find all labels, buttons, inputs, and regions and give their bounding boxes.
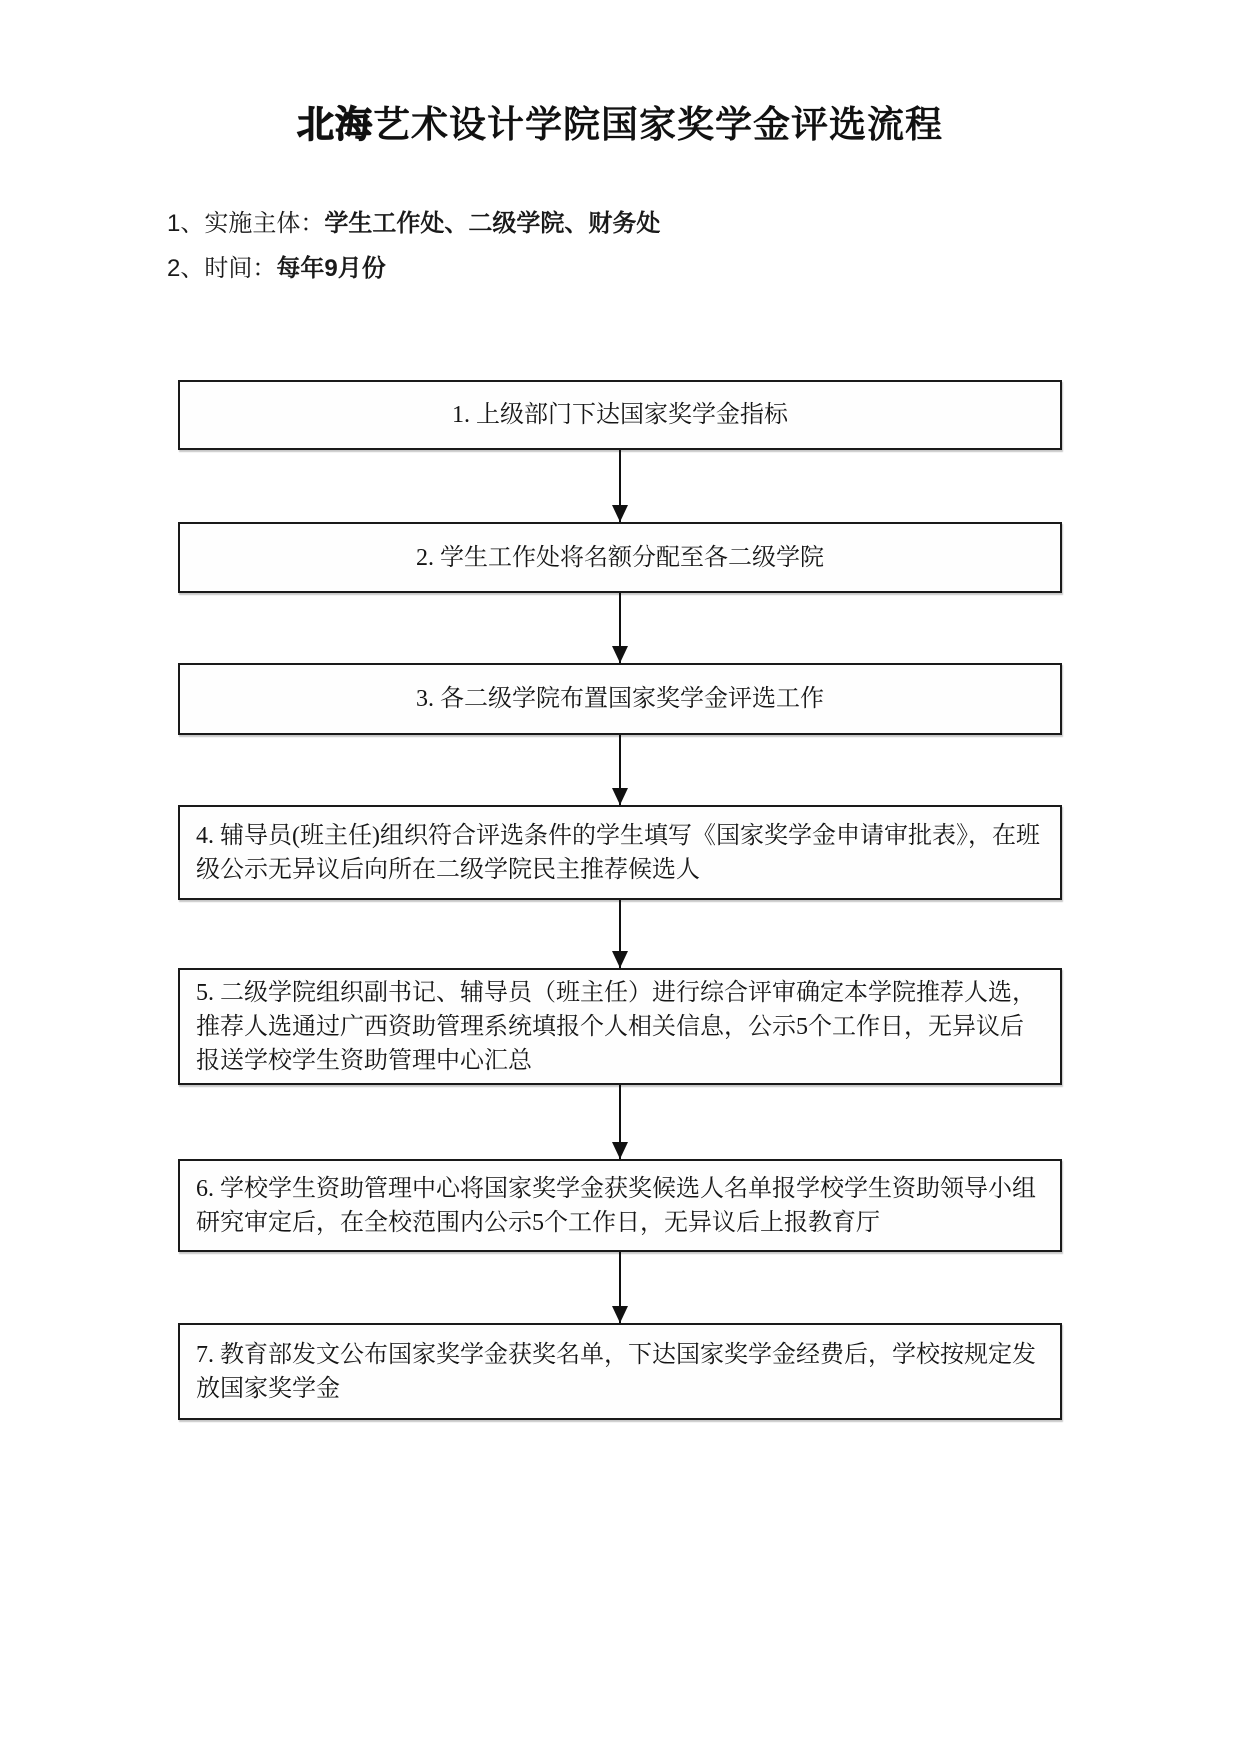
info-line-implementers-label: 1、实施主体： — [167, 210, 325, 237]
flow-step-7 — [178, 1323, 1062, 1420]
info-line-time-label: 2、时间： — [167, 255, 277, 282]
info-line-time-value: 每年9月份 — [276, 255, 386, 282]
flow-step-5 — [178, 968, 1062, 1085]
flow-step-2-text: 2. 学生工作处将名额分配至各二级学院 — [416, 544, 824, 571]
flow-step-6-text: 6. 学校学生资助管理中心将国家奖学金获奖候选人名单报学校学生资助领导小组研究审定后，在全校范围内公示5个工作日，无异议后上报教育厅 — [196, 1175, 1036, 1236]
info-line-time — [167, 254, 386, 284]
page-title-rest: 艺术设计学院国家奖学金评选流程 — [373, 104, 943, 145]
flow-step-7-text: 7. 教育部发文公布国家奖学金获奖名单，下达国家奖学金经费后，学校按规定发放国家奖学金 — [196, 1341, 1036, 1402]
flow-step-5-text: 5. 二级学院组织副书记、辅导员（班主任）进行综合评审确定本学院推荐人选，推荐人选通过广西资助管理系统填报个人相关信息，公示5个工作日，无异议后报送学校学生资助管理中心汇总 — [196, 979, 1036, 1074]
page-title — [0, 100, 1240, 150]
flow-step-4 — [178, 805, 1062, 900]
flow-step-2 — [178, 522, 1062, 593]
page-title-emphasis: 北海 — [297, 104, 373, 145]
flow-step-1-text: 1. 上级部门下达国家奖学金指标 — [452, 402, 788, 428]
flow-step-1 — [178, 380, 1062, 450]
flow-arrow-down-icon — [619, 593, 621, 663]
flow-step-3 — [178, 663, 1062, 735]
flow-arrow-down-icon — [619, 450, 621, 522]
flow-arrow-down-icon — [619, 900, 621, 968]
info-line-implementers — [167, 209, 660, 239]
flow-step-4-text: 4. 辅导员(班主任)组织符合评选条件的学生填写《国家奖学金申请审批表》，在班级公示无异议后向所在二级学院民主推荐候选人 — [196, 822, 1040, 883]
flow-arrow-down-icon — [619, 735, 621, 805]
flow-step-6 — [178, 1159, 1062, 1252]
flow-arrow-down-icon — [619, 1085, 621, 1159]
info-line-implementers-value: 学生工作处、二级学院、财务处 — [324, 210, 661, 237]
flow-arrow-down-icon — [619, 1252, 621, 1323]
flow-step-3-text: 3. 各二级学院布置国家奖学金评选工作 — [416, 686, 824, 712]
